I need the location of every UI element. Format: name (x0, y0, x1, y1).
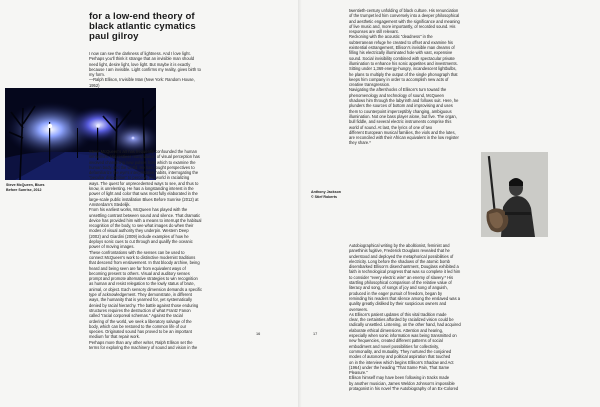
body-text-right-top: twentieth-century unfolding of black culture. His renunciation of the trumpet led him conversely into a deeper philosophical and aesthetic engagement with the significance and meaning of live music and, more importantly, of recorded sound. His responses are still relevant. Reckoning with the acoustic "deadness" in the subterranean refuge he created to offset and examine his existential estrangement, Ellison's invisible man dreams of filling his electrically illuminated hole with vast, expensive sound. Social invisibility combined with spectacular private illumination to enhance his sonic appetites and investments. Sitting under 1,369 energy-hungry, incandescent lightbulbs, he plans to multiply the output of the single phonograph that keeps him company in order to accomplish new acts of creative transgression. Navigating the aftershocks of Ellison's turn toward the phenomenology and technology of sound, McQueen shadows him through the labyrinth and follows suit. Here, he plunders the sources of bottom and improvising and uses them to counterpoint imperceptibly changing, ambiguous illumination. Not one bass player alone, but five. The organ, bull fiddle, and several electric instruments comprise this world of sound. At last, the lyrics of one of two different European musical families, the viols and the lutes, are reconciled with their African equivalent in the low register they share.* (349, 8, 460, 146)
body-text-right-bottom: Autobiographical writing by the abolitionist, feminist and panethinis fugitive, Frederick Douglass revealed that he understood and deployed the metaphorical possibilities of electricity. Long before the shadows of the atomic bomb disembarked Ellison's disenchantment, Douglass exhibited a faith in technological progress that was so complete it led him to consider "every electric wire" an enemy of slavery.* His startling philosophical comparison of the relative value of literacy and song, of songs of joy and song of anguish, produced in the eager pursuit of freedom, began by reminding his readers that silence among the enslaved was a quality greatly disliked by their suspicious owners and overseers. As Ellison's patient updates of this vital tradition made clear, the certainties afforded by racialized vision could be radically unsettled. Listening, on the other hand, had acquired elaborate ethical dimensions. Attention and hearing, especially when sonic information was being transmitted on new frequencies, created different patterns of social embodiment and novel possibilities for collectivity, commonality, and mutuality. They nurtured the conjoined modes of autonomy and political aspiration that touched on in the interview which begins Ellison's Shadow and Act (1964) under the heading "That Same Pain, That Same Pleasure." Ellison himself may have been following in tracks made by another musician, James Weldon Johnson's impossible protagonist in his novel The Autobiography of an Ex-Colored (349, 243, 461, 392)
page-number-right: 17 (313, 332, 318, 336)
book-gutter (298, 0, 302, 407)
page-number-left: 16 (256, 332, 261, 336)
photo-right-caption: Anthony Jackson © Stief Roberts (311, 190, 341, 199)
photo-anthony-jackson (481, 152, 548, 237)
article-title: for a low-end theory of black atlantic cymatics paul gilroy (89, 11, 196, 43)
body-text-left: Steve McQueen's art has frequently confounded the human sensorium. His restless manipulation of visual perception has involved channeling new pulses from which to examine the human body and the world. He has sought perspectives to defamiliarize the eye's interpretative habits, interrogating the "peculiar disposition" to perceive the world in racializing ways. The quest for unprecedented ways to see, and thus to know, is unrelenting. He has a longstanding interest in the power of light and color that was most fully elaborated in the large-scale public installation Blues Before Sunrise (2012) at Amsterdam's Stedelijk. From his earliest works, McQueen has played with the unsettling contrast between sound and silence. That dramatic device has provided him with a means to interrupt the habitual recognition of the body, to see what images do when their modes of visual authority they underpin. Western Deep (2002) and Giardini (2009) include examples of how he deploys sonic cues to cut through and qualify the oceanic power of moving images. These confrontations with the senses can be used to connect McQueen's work to distinctive modernist traditions that descend from enslavement. In that bloody archive, being heard and being seen are far from equivalent ways of becoming present to others. Visual and auditory senses prompt and promote alternative strategies to win recognition as human and resist relegation to the lowly status of brute, animal, or object. Each sensory dimension demands a specific type of acknowledgement. They demonstrate, in different ways, the humanity that is yearned for, yet systematically denied by racial hierarchy. The battle against those enduring structures requires the destruction of what Frantz Fanon called "racial corporeal schemas." Against the racial ordering of the world, we seek a liberatory salvage of the body, which can be restored to the common life of our species. Originated sound has proved to be an important medium for that repair work. Perhaps more than any other writer, Ralph Ellison set the terms for exploring the machinery of sound and vision in the (89, 149, 203, 350)
photo-left-caption: Steve McQueen, Blues Before Sunrise, 2012 (6, 183, 45, 192)
epigraph: I now can see the darkness of lightness. And I love light. Perhaps you'll think it strange that an invisible man should need light, desire light, love light. But maybe it is exactly because I am invisible. Light confirms my reality, gives birth to my form. —Ralph Ellison, Invisible Man (New York: Random House, 1952) (89, 51, 201, 88)
